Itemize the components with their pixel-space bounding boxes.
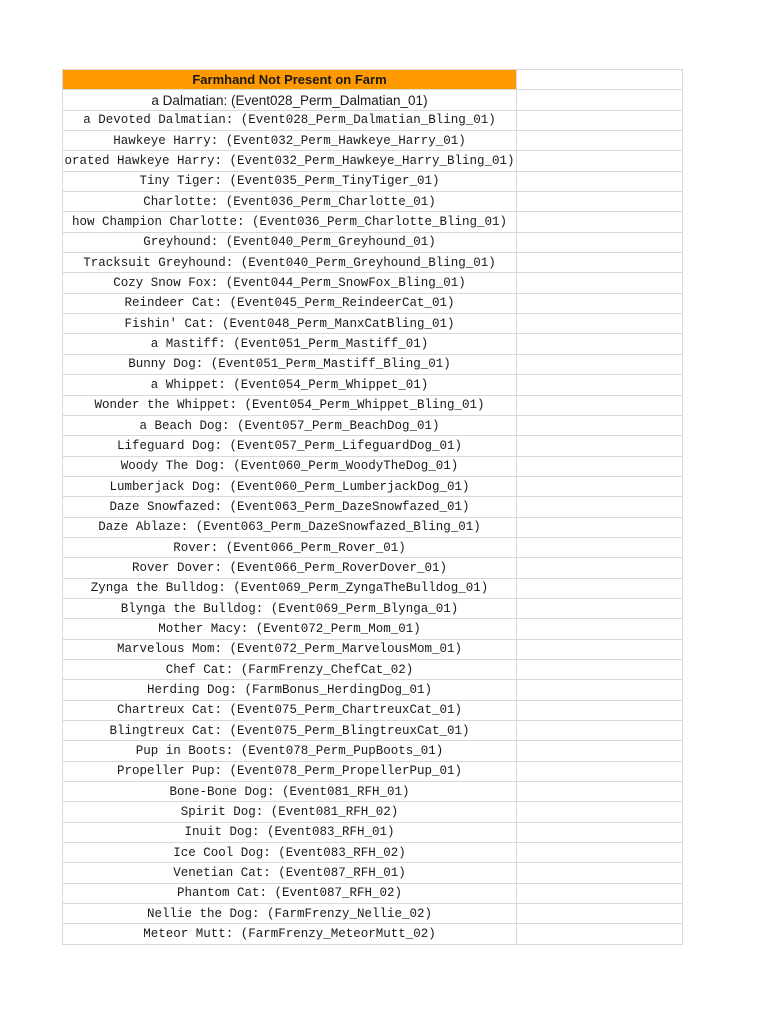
cell-content — [63, 273, 516, 292]
table-row — [63, 904, 683, 924]
table-row — [63, 537, 683, 557]
cell-text: Reindeer Cat: (Event045_Perm_ReindeerCat_01) — [124, 296, 455, 311]
empty-cell[interactable] — [517, 456, 683, 476]
table-row — [63, 639, 683, 659]
farmhand-cell[interactable] — [63, 537, 517, 557]
empty-cell[interactable] — [517, 721, 683, 741]
cell-text: a Devoted Dalmatian: (Event028_Perm_Dalmatian_Bling_01) — [83, 113, 496, 128]
empty-cell[interactable] — [517, 802, 683, 822]
empty-cell[interactable] — [517, 354, 683, 374]
cell-text: Daze Ablaze: (Event063_Perm_DazeSnowfazed_Bling_01) — [98, 520, 481, 535]
empty-cell[interactable] — [517, 863, 683, 883]
table-row — [63, 192, 683, 212]
empty-cell[interactable] — [517, 151, 683, 171]
empty-cell[interactable] — [517, 761, 683, 781]
cell-text: Lumberjack Dog: (Event060_Perm_LumberjackDog_01) — [109, 479, 470, 494]
table-row — [63, 558, 683, 578]
cell-text: Tracksuit Greyhound: (Event040_Perm_Greyhound_Bling_01) — [83, 255, 496, 270]
empty-cell[interactable] — [517, 822, 683, 842]
table-row — [63, 863, 683, 883]
cell-content — [63, 233, 516, 252]
empty-cell[interactable] — [517, 904, 683, 924]
table-row — [63, 517, 683, 537]
cell-content — [63, 497, 516, 516]
table-row — [63, 151, 683, 171]
cell-text: Hawkeye Harry: (Event032_Perm_Hawkeye_Harry_01) — [113, 133, 466, 148]
empty-cell[interactable] — [517, 253, 683, 273]
table-row — [63, 598, 683, 618]
farmhand-cell[interactable] — [63, 354, 517, 374]
cell-text: Woody The Dog: (Event060_Perm_WoodyTheDog_01) — [120, 459, 459, 474]
empty-cell[interactable] — [517, 924, 683, 944]
empty-cell[interactable] — [517, 110, 683, 130]
empty-cell[interactable] — [517, 741, 683, 761]
farmhand-cell[interactable] — [63, 802, 517, 822]
cell-text: orated Hawkeye Harry: (Event032_Perm_Hawkeye_Harry_Bling_01) — [64, 154, 515, 169]
empty-cell[interactable] — [517, 436, 683, 456]
cell-content — [63, 334, 516, 353]
farmhand-cell[interactable] — [63, 822, 517, 842]
empty-cell[interactable] — [517, 334, 683, 354]
farmhand-cell[interactable] — [63, 883, 517, 903]
header-row — [63, 70, 683, 90]
cell-text: Chartreux Cat: (Event075_Perm_ChartreuxCat_01) — [116, 703, 463, 718]
cell-content — [63, 253, 516, 272]
cell-content — [63, 172, 516, 191]
cell-content — [63, 436, 516, 455]
farmhand-cell[interactable] — [63, 863, 517, 883]
cell-content — [63, 396, 516, 415]
cell-text: Rover: (Event066_Perm_Rover_01) — [173, 540, 406, 555]
cell-text: Charlotte: (Event036_Perm_Charlotte_01) — [143, 194, 436, 209]
cell-text: Mother Macy: (Event072_Perm_Mom_01) — [158, 621, 421, 636]
cell-text: a Beach Dog: (Event057_Perm_BeachDog_01) — [139, 418, 440, 433]
cell-text: Wonder the Whippet: (Event054_Perm_Whippet_Bling_01) — [94, 398, 485, 413]
table-row — [63, 476, 683, 496]
table-row — [63, 293, 683, 313]
cell-text: Blynga the Bulldog: (Event069_Perm_Blynga_01) — [120, 601, 459, 616]
farmhand-cell[interactable] — [63, 293, 517, 313]
empty-cell[interactable] — [517, 375, 683, 395]
empty-cell[interactable] — [517, 476, 683, 496]
table-row — [63, 354, 683, 374]
cell-text: Ice Cool Dog: (Event083_RFH_02) — [173, 845, 406, 860]
farmhand-cell[interactable] — [63, 232, 517, 252]
cell-content — [63, 518, 516, 537]
empty-cell[interactable] — [517, 293, 683, 313]
cell-text: how Champion Charlotte: (Event036_Perm_Charlotte_Bling_01) — [71, 215, 508, 230]
table-row — [63, 843, 683, 863]
table-row — [63, 721, 683, 741]
farmhand-cell[interactable] — [63, 904, 517, 924]
header-cell[interactable]: Farmhand Not Present on Farm — [63, 70, 517, 90]
farmhand-cell[interactable]: a Dalmatian: (Event028_Perm_Dalmatian_01) — [63, 90, 517, 110]
farmhand-cell[interactable] — [63, 578, 517, 598]
cell-text: Fishin' Cat: (Event048_Perm_ManxCatBling_01) — [124, 316, 455, 331]
table-row — [63, 334, 683, 354]
empty-cell[interactable] — [517, 843, 683, 863]
cell-content — [63, 131, 516, 150]
farmhand-cell[interactable] — [63, 436, 517, 456]
cell-text: Blingtreux Cat: (Event075_Perm_BlingtreuxCat_01) — [109, 723, 470, 738]
table-row — [63, 822, 683, 842]
empty-cell[interactable] — [517, 192, 683, 212]
spreadsheet — [62, 69, 682, 945]
cell-content — [63, 416, 516, 435]
cell-text: Chef Cat: (FarmFrenzy_ChefCat_02) — [165, 662, 414, 677]
empty-cell[interactable] — [517, 497, 683, 517]
farmhand-cell[interactable] — [63, 619, 517, 639]
table-row — [63, 436, 683, 456]
table-row — [63, 253, 683, 273]
cell-text: Cozy Snow Fox: (Event044_Perm_SnowFox_Bling_01) — [113, 276, 466, 291]
table-row — [63, 741, 683, 761]
farmhand-cell[interactable] — [63, 700, 517, 720]
farmhand-cell[interactable] — [63, 192, 517, 212]
cell-content — [63, 294, 516, 313]
farmhand-cell[interactable] — [63, 517, 517, 537]
farmhand-cell[interactable] — [63, 476, 517, 496]
farmhand-cell[interactable] — [63, 741, 517, 761]
cell-content — [63, 477, 516, 496]
empty-cell[interactable] — [517, 639, 683, 659]
cell-content — [63, 375, 516, 394]
empty-cell[interactable] — [517, 90, 683, 110]
table-row — [63, 375, 683, 395]
table-row — [63, 314, 683, 334]
farmhand-cell[interactable] — [63, 253, 517, 273]
cell-content — [63, 802, 516, 821]
table-row — [63, 456, 683, 476]
farmhand-cell[interactable] — [63, 497, 517, 517]
cell-content — [63, 843, 516, 862]
cell-content — [63, 355, 516, 374]
farmhand-cell[interactable] — [63, 212, 517, 232]
cell-content — [63, 823, 516, 842]
cell-text: Bunny Dog: (Event051_Perm_Mastiff_Bling_01) — [128, 357, 451, 372]
farmhand-cell[interactable] — [63, 375, 517, 395]
table-row — [63, 131, 683, 151]
farmhand-cell[interactable] — [63, 395, 517, 415]
empty-cell[interactable] — [517, 131, 683, 151]
empty-cell[interactable] — [517, 232, 683, 252]
cell-text: Venetian Cat: (Event087_RFH_01) — [173, 866, 406, 881]
farmhand-cell[interactable] — [63, 456, 517, 476]
farmhand-cell[interactable] — [63, 151, 517, 171]
table-row — [63, 578, 683, 598]
table-row — [63, 212, 683, 232]
cell-text: Spirit Dog: (Event081_RFH_02) — [180, 805, 399, 820]
cell-text: Nellie the Dog: (FarmFrenzy_Nellie_02) — [146, 906, 433, 921]
table-row — [63, 883, 683, 903]
cell-content — [63, 701, 516, 720]
farmhand-cell[interactable] — [63, 558, 517, 578]
empty-cell[interactable] — [517, 619, 683, 639]
cell-text: Phantom Cat: (Event087_RFH_02) — [176, 886, 403, 901]
empty-cell[interactable] — [517, 700, 683, 720]
farmhand-cell[interactable] — [63, 415, 517, 435]
farmhand-cell[interactable] — [63, 171, 517, 191]
empty-cell[interactable] — [517, 598, 683, 618]
cell-content — [63, 904, 516, 923]
cell-text: Greyhound: (Event040_Perm_Greyhound_01) — [143, 235, 436, 250]
cell-content — [63, 782, 516, 801]
cell-content — [63, 762, 516, 781]
spreadsheet-grid — [62, 69, 683, 945]
empty-cell[interactable] — [517, 415, 683, 435]
farmhand-cell[interactable] — [63, 680, 517, 700]
table-row — [63, 171, 683, 191]
cell-text: Inuit Dog: (Event083_RFH_01) — [184, 825, 395, 840]
cell-content — [63, 457, 516, 476]
table-row — [63, 761, 683, 781]
cell-content — [63, 640, 516, 659]
cell-content — [63, 660, 516, 679]
table-row — [63, 782, 683, 802]
cell-text: Zynga the Bulldog: (Event069_Perm_ZyngaTheBulldog_01) — [90, 581, 489, 596]
cell-text: Tiny Tiger: (Event035_Perm_TinyTiger_01) — [139, 174, 440, 189]
cell-content — [63, 212, 516, 231]
farmhand-cell[interactable] — [63, 273, 517, 293]
empty-cell[interactable] — [517, 578, 683, 598]
cell-content — [63, 680, 516, 699]
cell-text: Daze Snowfazed: (Event063_Perm_DazeSnowfazed_01) — [109, 499, 470, 514]
empty-cell[interactable] — [517, 558, 683, 578]
table-row — [63, 619, 683, 639]
table-row — [63, 700, 683, 720]
cell-content — [63, 314, 516, 333]
farmhand-cell[interactable] — [63, 782, 517, 802]
empty-cell[interactable] — [517, 680, 683, 700]
table-row — [63, 273, 683, 293]
farmhand-cell[interactable] — [63, 110, 517, 130]
cell-content — [63, 741, 516, 760]
table-row — [63, 232, 683, 252]
cell-content — [63, 558, 516, 577]
empty-cell[interactable] — [517, 273, 683, 293]
cell-text: Lifeguard Dog: (Event057_Perm_LifeguardDog_01) — [116, 438, 463, 453]
cell-content — [63, 619, 516, 638]
cell-content — [63, 192, 516, 211]
farmhand-cell[interactable] — [63, 924, 517, 944]
empty-cell[interactable] — [517, 537, 683, 557]
farmhand-cell[interactable] — [63, 598, 517, 618]
farmhand-cell[interactable] — [63, 314, 517, 334]
farmhand-cell[interactable] — [63, 639, 517, 659]
cell-text: a Mastiff: (Event051_Perm_Mastiff_01) — [150, 337, 429, 352]
cell-content — [63, 924, 516, 943]
table-row — [63, 415, 683, 435]
table-row — [63, 802, 683, 822]
cell-text: Meteor Mutt: (FarmFrenzy_MeteorMutt_02) — [143, 927, 436, 942]
farmhand-cell[interactable] — [63, 659, 517, 679]
cell-content — [63, 863, 516, 882]
table-row — [63, 680, 683, 700]
farmhand-cell[interactable] — [63, 761, 517, 781]
cell-text: Propeller Pup: (Event078_Perm_PropellerPup_01) — [116, 764, 463, 779]
cell-text: Rover Dover: (Event066_Perm_RoverDover_01) — [131, 560, 448, 575]
cell-text: Bone-Bone Dog: (Event081_RFH_01) — [169, 784, 410, 799]
table-row — [63, 395, 683, 415]
cell-content — [63, 721, 516, 740]
table-row — [63, 90, 683, 110]
table-row — [63, 110, 683, 130]
cell-text: Pup in Boots: (Event078_Perm_PupBoots_01) — [135, 744, 444, 759]
empty-cell[interactable] — [517, 212, 683, 232]
cell-content — [63, 111, 516, 130]
table-row — [63, 924, 683, 944]
table-row — [63, 659, 683, 679]
empty-cell[interactable] — [517, 883, 683, 903]
empty-cell[interactable] — [517, 70, 683, 90]
empty-cell[interactable] — [517, 171, 683, 191]
empty-cell[interactable] — [517, 395, 683, 415]
empty-cell[interactable] — [517, 517, 683, 537]
farmhand-cell[interactable] — [63, 721, 517, 741]
cell-content — [63, 884, 516, 903]
cell-text: Herding Dog: (FarmBonus_HerdingDog_01) — [146, 682, 433, 697]
farmhand-cell[interactable] — [63, 131, 517, 151]
empty-cell[interactable] — [517, 782, 683, 802]
table-row — [63, 497, 683, 517]
cell-text: Marvelous Mom: (Event072_Perm_MarvelousMom_01) — [116, 642, 463, 657]
cell-content — [63, 151, 516, 170]
cell-content — [63, 538, 516, 557]
empty-cell[interactable] — [517, 659, 683, 679]
cell-content — [63, 579, 516, 598]
farmhand-cell[interactable] — [63, 334, 517, 354]
farmhand-cell[interactable] — [63, 843, 517, 863]
empty-cell[interactable] — [517, 314, 683, 334]
cell-text: a Whippet: (Event054_Perm_Whippet_01) — [150, 377, 429, 392]
cell-content — [63, 599, 516, 618]
